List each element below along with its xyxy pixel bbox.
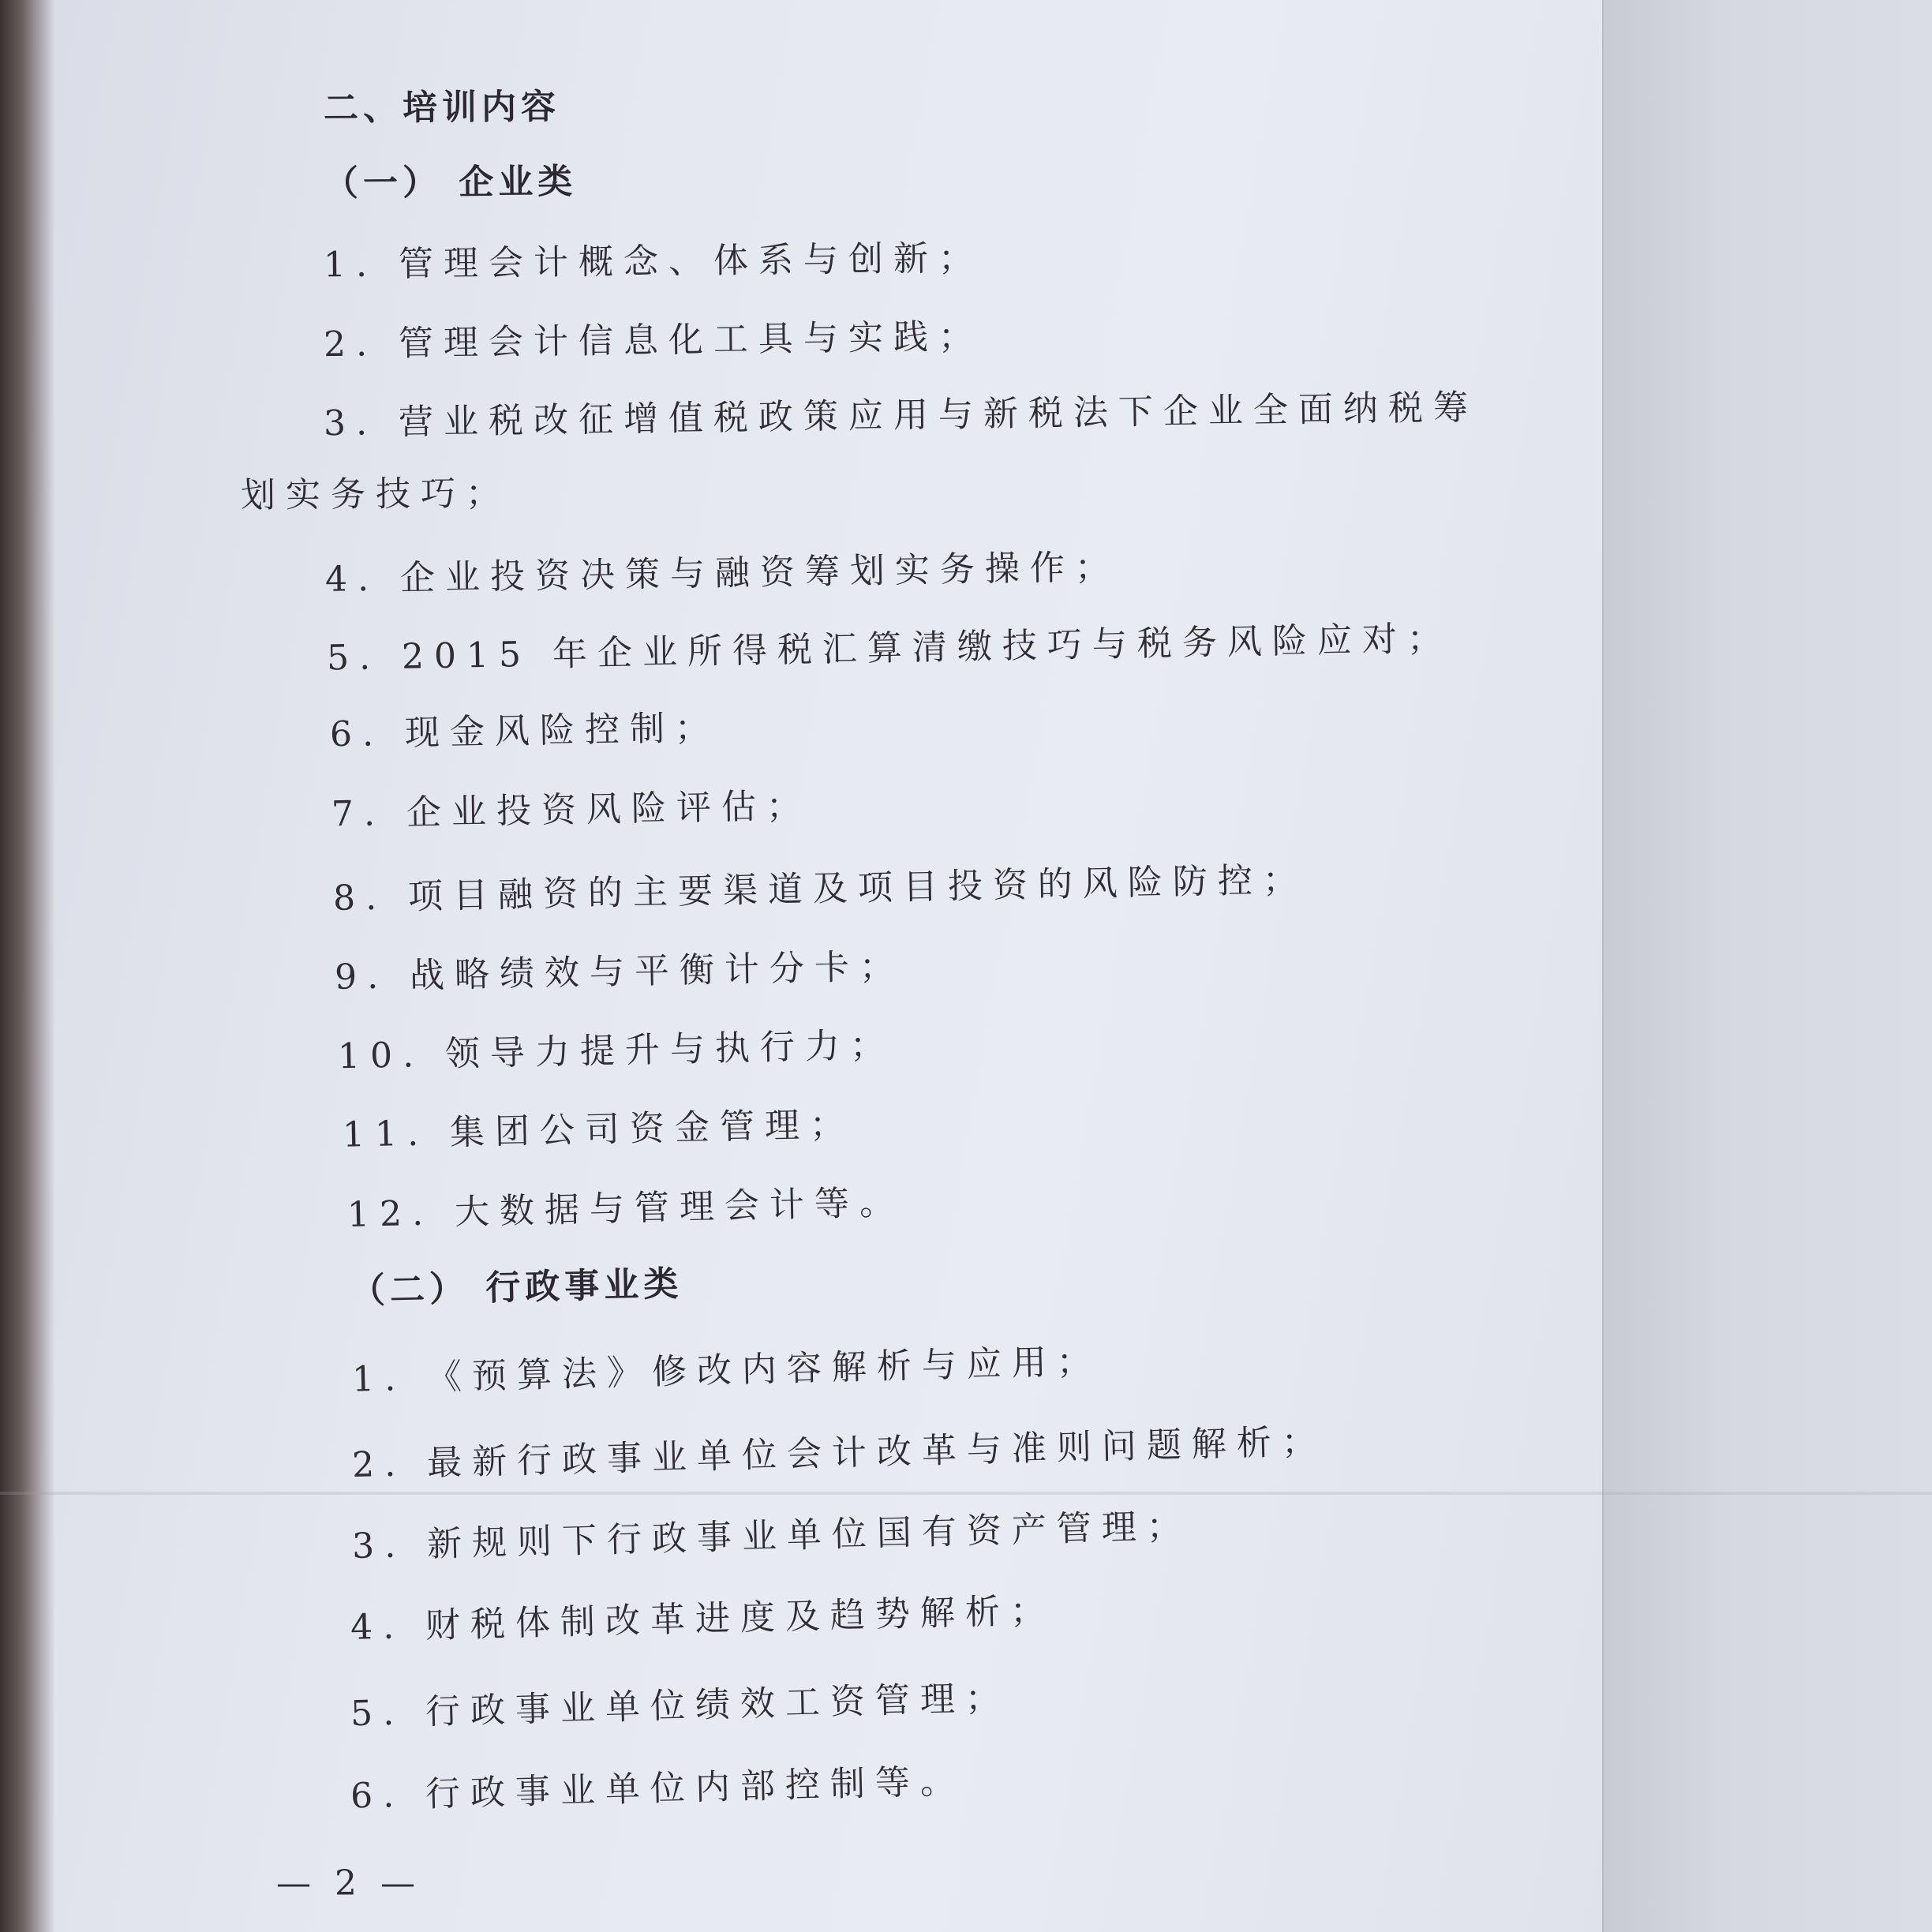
section-title: 二、培训内容 xyxy=(323,86,561,129)
administrative-item: 3. 新规则下行政事业单位国有资产管理； xyxy=(351,1506,1193,1567)
enterprise-item: 12. 大数据与管理会计等。 xyxy=(346,1181,905,1236)
enterprise-item: 6. 现金风险控制； xyxy=(329,707,721,755)
administrative-heading: （二） 行政事业类 xyxy=(350,1264,683,1312)
enterprise-item: 8. 项目融资的主要渠道及项目投资的风险防控； xyxy=(332,859,1309,919)
background-edge xyxy=(0,0,55,1932)
enterprise-item: 4. 企业投资决策与融资筹划实务操作； xyxy=(324,547,1121,600)
paper-fold xyxy=(0,1492,1932,1495)
enterprise-item: 7. 企业投资风险评估； xyxy=(331,785,812,835)
enterprise-item: 1. 管理会计概念、体系与创新； xyxy=(323,238,984,286)
administrative-item: 5. 行政事业单位绩效工资管理； xyxy=(350,1677,1011,1735)
administrative-item: 1. 《预算法》修改内容解析与应用； xyxy=(351,1341,1103,1400)
enterprise-item: 10. 领导力提升与执行力； xyxy=(337,1024,896,1077)
adjacent-sheet xyxy=(1602,0,1932,1932)
administrative-item: 2. 最新行政事业单位会计改革与准则问题解析； xyxy=(351,1421,1327,1486)
page-number: — 2 — xyxy=(276,1863,421,1904)
enterprise-item: 11. 集团公司资金管理； xyxy=(342,1104,856,1155)
administrative-item: 4. 财税体制改革进度及趋势解析； xyxy=(350,1590,1056,1648)
enterprise-item: 划实务技巧； xyxy=(240,473,511,516)
administrative-item: 6. 行政事业单位内部控制等。 xyxy=(350,1761,966,1817)
enterprise-item: 9. 战略绩效与平衡计分卡； xyxy=(334,946,905,998)
enterprise-item: 3. 营业税改征增值税政策应用与新税法下企业全面纳税筹 xyxy=(323,387,1479,444)
enterprise-item: 2. 管理会计信息化工具与实践； xyxy=(323,316,984,365)
enterprise-item: 5. 2015 年企业所得税汇算清缴技巧与税务风险应对； xyxy=(326,618,1453,679)
enterprise-heading: （一） 企业类 xyxy=(323,161,578,204)
